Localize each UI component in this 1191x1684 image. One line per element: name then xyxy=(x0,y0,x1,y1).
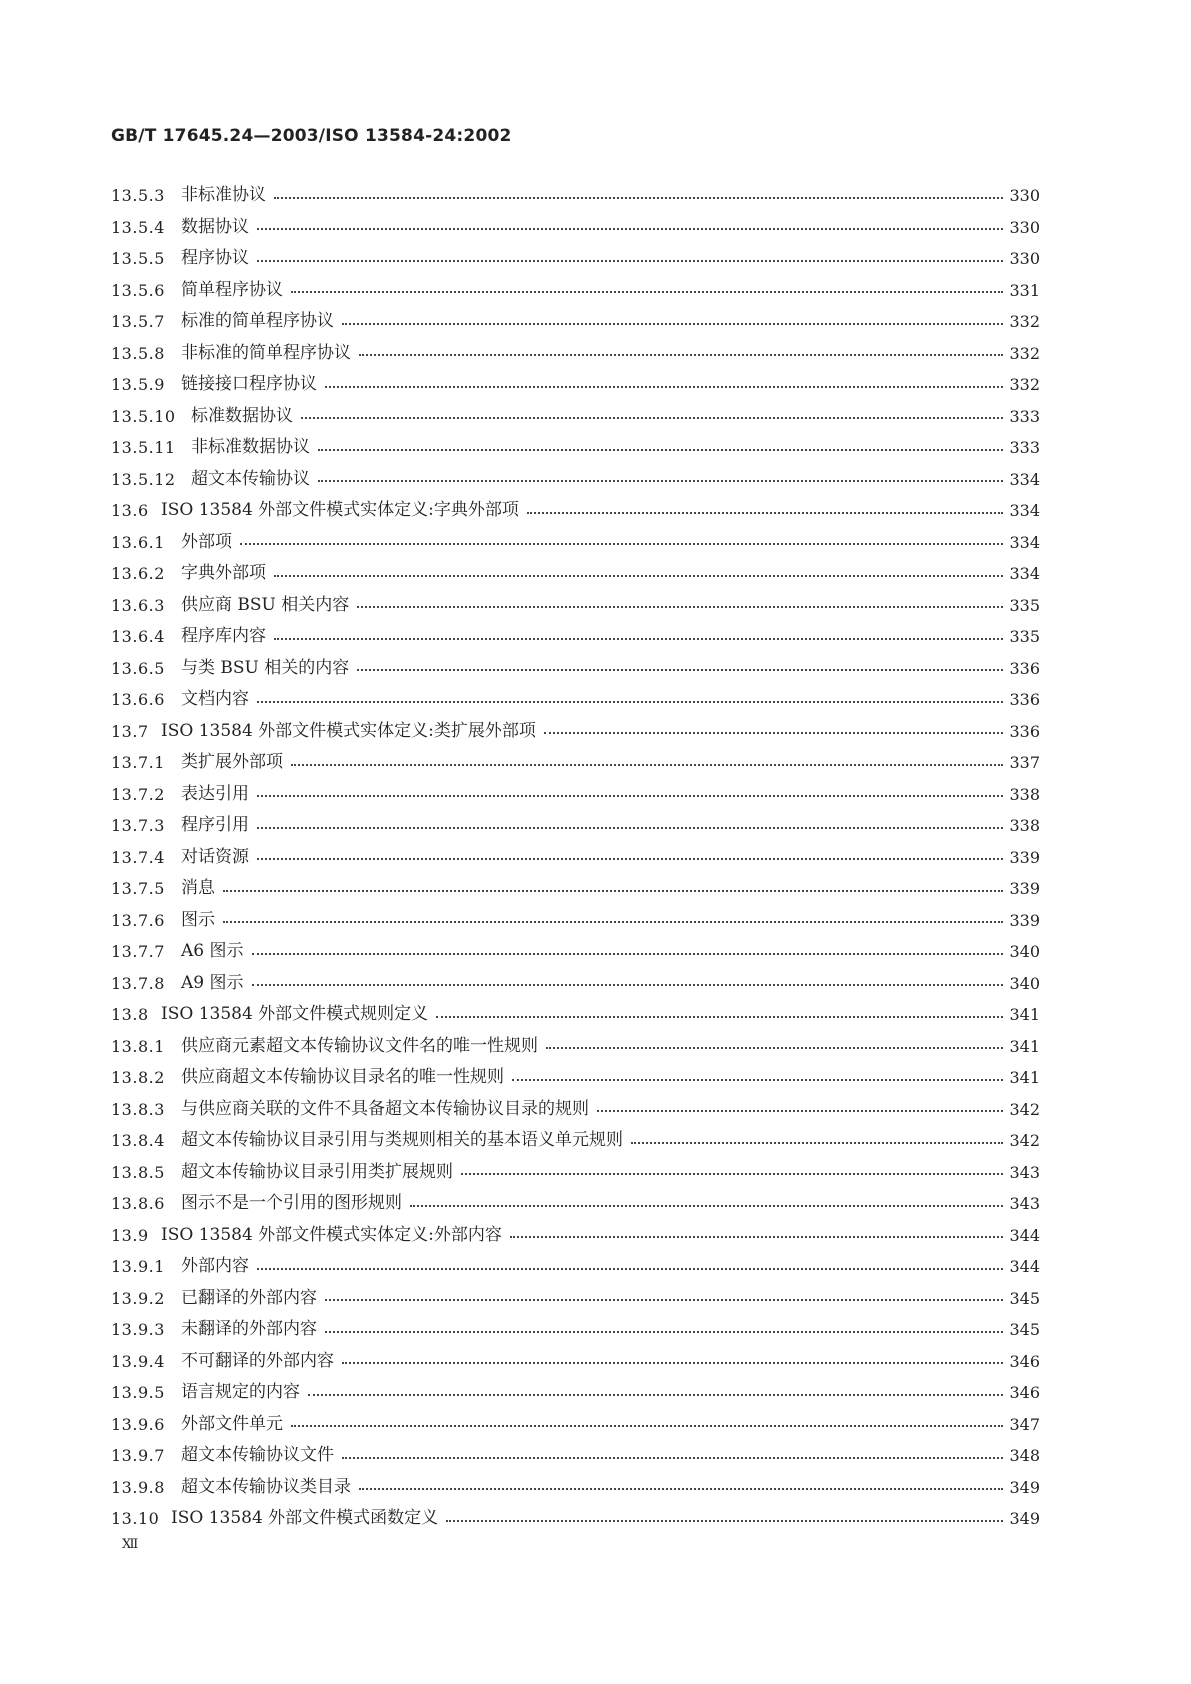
toc-section-number: 13.5.3 xyxy=(111,186,165,205)
toc-section-title: 非标准协议 xyxy=(181,185,266,205)
toc-dot-leader xyxy=(512,1079,1003,1081)
toc-section-number: 13.5.4 xyxy=(111,217,165,237)
toc-section-title: A6 图示 xyxy=(181,941,244,961)
toc-section-number: 13.9.1 xyxy=(111,1257,165,1276)
toc-section-title: 不可翻译的外部内容 xyxy=(181,1350,334,1371)
toc-section-number: 13.5.8 xyxy=(111,343,165,363)
toc-page-number: 349 xyxy=(1009,1477,1040,1497)
toc-dot-leader xyxy=(342,1457,1003,1459)
toc-section-title: 非标准数据协议 xyxy=(191,437,310,457)
toc-section-number: 13.7.8 xyxy=(111,973,165,993)
toc-entry xyxy=(111,1283,1040,1315)
toc-entry xyxy=(111,1251,1040,1283)
toc-dot-leader xyxy=(510,1236,1004,1238)
toc-entry xyxy=(111,747,1040,779)
toc-entry xyxy=(111,779,1040,811)
toc-page-number: 331 xyxy=(1009,280,1040,300)
toc-dot-leader xyxy=(342,323,1003,325)
toc-dot-leader xyxy=(308,1394,1003,1396)
toc-section-title: 字典外部项 xyxy=(181,563,266,583)
toc-page-number: 330 xyxy=(1009,217,1040,237)
toc-page-number: 334 xyxy=(1009,564,1040,583)
toc-section-number: 13.5.9 xyxy=(111,375,165,394)
toc-page-number: 334 xyxy=(1009,501,1040,520)
toc-section-number: 13.5.10 xyxy=(111,406,176,426)
toc-page-number: 346 xyxy=(1009,1383,1040,1402)
toc-entry xyxy=(111,873,1040,905)
toc-section-number: 13.9.5 xyxy=(111,1383,165,1402)
toc-section-title: 已翻译的外部内容 xyxy=(181,1287,317,1308)
toc-dot-leader xyxy=(223,921,1003,923)
toc-section-title: 简单程序协议 xyxy=(181,279,283,300)
toc-section-title: ISO 13584 外部文件模式实体定义:外部内容 xyxy=(161,1224,502,1245)
toc-dot-leader xyxy=(318,449,1003,451)
toc-section-number: 13.9.7 xyxy=(111,1446,165,1465)
toc-entry xyxy=(111,1188,1040,1220)
toc-dot-leader xyxy=(359,354,1003,356)
toc-page-number: 338 xyxy=(1009,784,1040,804)
toc-dot-leader xyxy=(257,827,1003,829)
toc-section-title: 外部文件单元 xyxy=(181,1413,283,1434)
toc-section-number: 13.5.11 xyxy=(111,438,176,457)
toc-section-number: 13.6.6 xyxy=(111,690,165,709)
toc-section-number: 13.9.6 xyxy=(111,1414,165,1434)
toc-section-title: 外部项 xyxy=(181,531,232,552)
toc-entry xyxy=(111,968,1040,1000)
toc-page-number: 340 xyxy=(1009,973,1040,993)
toc-entry xyxy=(111,1031,1040,1063)
toc-dot-leader xyxy=(257,1268,1003,1270)
toc-section-title: ISO 13584 外部文件模式实体定义:字典外部项 xyxy=(161,500,519,520)
toc-section-number: 13.8.2 xyxy=(111,1068,165,1087)
toc-dot-leader xyxy=(631,1142,1003,1144)
toc-page-number: 334 xyxy=(1009,532,1040,552)
toc-entry xyxy=(111,338,1040,370)
toc-section-title: 文档内容 xyxy=(181,689,249,709)
toc-section-title: 超文本传输协议 xyxy=(191,468,310,489)
toc-entry xyxy=(111,212,1040,244)
toc-dot-leader xyxy=(291,291,1003,293)
toc-page-number: 332 xyxy=(1009,312,1040,331)
toc-entry xyxy=(111,243,1040,275)
toc-entry xyxy=(111,275,1040,307)
toc-page-number: 334 xyxy=(1009,469,1040,489)
toc-section-number: 13.6.5 xyxy=(111,658,165,678)
toc-section-title: 供应商 BSU 相关内容 xyxy=(181,594,350,615)
toc-section-number: 13.9 xyxy=(111,1225,149,1245)
toc-section-number: 13.10 xyxy=(111,1509,160,1528)
toc-page-number: 344 xyxy=(1009,1225,1040,1245)
toc-dot-leader xyxy=(252,953,1004,955)
toc-section-number: 13.5.7 xyxy=(111,312,165,331)
toc-section-title: 数据协议 xyxy=(181,216,249,237)
toc-entry xyxy=(111,842,1040,874)
toc-dot-leader xyxy=(252,984,1004,986)
toc-entry xyxy=(111,1377,1040,1409)
toc-entry xyxy=(111,464,1040,496)
toc-section-number: 13.7.6 xyxy=(111,910,165,930)
toc-page-number: 342 xyxy=(1009,1099,1040,1119)
toc-section-title: 链接接口程序协议 xyxy=(181,374,317,394)
toc-dot-leader xyxy=(240,543,1003,545)
toc-section-number: 13.8.5 xyxy=(111,1162,165,1182)
toc-entry xyxy=(111,653,1040,685)
toc-dot-leader xyxy=(597,1110,1003,1112)
toc-section-title: 类扩展外部项 xyxy=(181,752,283,772)
toc-entry xyxy=(111,999,1040,1031)
toc-dot-leader xyxy=(325,1331,1003,1333)
toc-section-number: 13.6.1 xyxy=(111,532,165,552)
toc-section-number: 13.8.3 xyxy=(111,1099,165,1119)
toc-section-title: 语言规定的内容 xyxy=(181,1382,300,1402)
toc-page-number: 333 xyxy=(1009,406,1040,426)
toc-entry xyxy=(111,1062,1040,1094)
toc-dot-leader xyxy=(223,890,1003,892)
toc-page-number: 339 xyxy=(1009,879,1040,898)
table-of-contents xyxy=(111,180,1040,1535)
toc-section-number: 13.8 xyxy=(111,1005,149,1024)
toc-entry xyxy=(111,716,1040,748)
toc-section-number: 13.8.6 xyxy=(111,1194,165,1213)
toc-page-number: 341 xyxy=(1009,1036,1040,1056)
toc-section-number: 13.9.4 xyxy=(111,1351,165,1371)
toc-entry xyxy=(111,401,1040,433)
toc-page-number: 342 xyxy=(1009,1131,1040,1150)
toc-section-title: ISO 13584 外部文件模式实体定义:类扩展外部项 xyxy=(161,720,536,741)
toc-section-number: 13.7.4 xyxy=(111,847,165,867)
toc-dot-leader xyxy=(257,795,1003,797)
toc-dot-leader xyxy=(274,638,1003,640)
toc-section-number: 13.5.5 xyxy=(111,249,165,268)
toc-entry xyxy=(111,590,1040,622)
toc-dot-leader xyxy=(436,1016,1003,1018)
toc-page-number: 348 xyxy=(1009,1446,1040,1465)
toc-section-title: 对话资源 xyxy=(181,846,249,867)
toc-dot-leader xyxy=(274,575,1003,577)
toc-section-number: 13.6.4 xyxy=(111,627,165,646)
toc-dot-leader xyxy=(359,1488,1003,1490)
toc-section-number: 13.5.6 xyxy=(111,280,165,300)
toc-page-number: 339 xyxy=(1009,910,1040,930)
toc-section-number: 13.8.1 xyxy=(111,1036,165,1056)
toc-section-number: 13.7.1 xyxy=(111,753,165,772)
toc-section-title: 程序引用 xyxy=(181,815,249,835)
toc-section-number: 13.7.2 xyxy=(111,784,165,804)
toc-entry xyxy=(111,369,1040,401)
toc-page-number: 340 xyxy=(1009,942,1040,961)
toc-section-title: 超文本传输协议文件 xyxy=(181,1445,334,1465)
toc-entry xyxy=(111,432,1040,464)
toc-section-number: 13.9.8 xyxy=(111,1477,165,1497)
toc-page-number: 339 xyxy=(1009,847,1040,867)
toc-dot-leader xyxy=(410,1205,1003,1207)
toc-dot-leader xyxy=(257,228,1003,230)
toc-page-number: 336 xyxy=(1009,658,1040,678)
toc-section-number: 13.6.2 xyxy=(111,564,165,583)
toc-page-number: 344 xyxy=(1009,1257,1040,1276)
toc-page-number: 336 xyxy=(1009,690,1040,709)
toc-dot-leader xyxy=(325,386,1003,388)
page-number: Ⅻ xyxy=(122,1537,139,1552)
toc-section-title: 消息 xyxy=(181,878,215,898)
toc-dot-leader xyxy=(527,512,1004,514)
toc-section-title: 表达引用 xyxy=(181,783,249,804)
toc-entry xyxy=(111,1125,1040,1157)
toc-dot-leader xyxy=(544,732,1004,734)
toc-section-title: 超文本传输协议目录引用与类规则相关的基本语义单元规则 xyxy=(181,1130,623,1150)
toc-section-title: 图示不是一个引用的图形规则 xyxy=(181,1193,402,1213)
toc-section-number: 13.7.7 xyxy=(111,942,165,961)
toc-page-number: 343 xyxy=(1009,1194,1040,1213)
toc-page-number: 341 xyxy=(1009,1005,1040,1024)
toc-section-title: 标准的简单程序协议 xyxy=(181,311,334,331)
toc-entry xyxy=(111,1472,1040,1504)
toc-entry xyxy=(111,621,1040,653)
toc-entry xyxy=(111,810,1040,842)
toc-entry xyxy=(111,905,1040,937)
toc-dot-leader xyxy=(291,1425,1003,1427)
toc-entry xyxy=(111,936,1040,968)
toc-dot-leader xyxy=(357,606,1003,608)
toc-section-number: 13.5.12 xyxy=(111,469,176,489)
toc-section-title: 供应商元素超文本传输协议文件名的唯一性规则 xyxy=(181,1035,538,1056)
toc-dot-leader xyxy=(318,480,1003,482)
toc-page-number: 335 xyxy=(1009,627,1040,646)
toc-entry xyxy=(111,1503,1040,1535)
toc-entry xyxy=(111,1440,1040,1472)
toc-page-number: 333 xyxy=(1009,438,1040,457)
toc-section-title: ISO 13584 外部文件模式规则定义 xyxy=(161,1004,429,1024)
toc-section-title: 非标准的简单程序协议 xyxy=(181,342,351,363)
toc-section-title: 未翻译的外部内容 xyxy=(181,1319,317,1339)
toc-section-number: 13.7 xyxy=(111,721,149,741)
toc-dot-leader xyxy=(325,1299,1003,1301)
toc-section-title: 程序协议 xyxy=(181,248,249,268)
toc-page-number: 332 xyxy=(1009,343,1040,363)
toc-page-number: 347 xyxy=(1009,1414,1040,1434)
toc-section-title: 供应商超文本传输协议目录名的唯一性规则 xyxy=(181,1067,504,1087)
toc-page-number: 332 xyxy=(1009,375,1040,394)
toc-section-title: 超文本传输协议目录引用类扩展规则 xyxy=(181,1161,453,1182)
toc-dot-leader xyxy=(546,1047,1003,1049)
toc-page-number: 330 xyxy=(1009,186,1040,205)
toc-section-number: 13.8.4 xyxy=(111,1131,165,1150)
toc-section-title: 与供应商关联的文件不具备超文本传输协议目录的规则 xyxy=(181,1098,589,1119)
toc-page-number: 346 xyxy=(1009,1351,1040,1371)
toc-dot-leader xyxy=(342,1362,1003,1364)
toc-entry xyxy=(111,527,1040,559)
toc-section-title: A9 图示 xyxy=(181,972,244,993)
document-header: GB/T 17645.24—2003/ISO 13584-24:2002 xyxy=(111,126,512,146)
toc-dot-leader xyxy=(257,260,1003,262)
toc-section-title: 程序库内容 xyxy=(181,626,266,646)
toc-section-title: ISO 13584 外部文件模式函数定义 xyxy=(171,1508,439,1528)
toc-entry xyxy=(111,1314,1040,1346)
toc-section-number: 13.7.5 xyxy=(111,879,165,898)
toc-dot-leader xyxy=(257,701,1003,703)
toc-entry xyxy=(111,1346,1040,1378)
toc-section-number: 13.6 xyxy=(111,501,149,520)
toc-page-number: 336 xyxy=(1009,721,1040,741)
toc-page-number: 345 xyxy=(1009,1320,1040,1339)
toc-entry xyxy=(111,684,1040,716)
toc-section-number: 13.9.3 xyxy=(111,1320,165,1339)
toc-section-title: 图示 xyxy=(181,909,215,930)
toc-entry xyxy=(111,1220,1040,1252)
toc-dot-leader xyxy=(446,1520,1003,1522)
toc-page-number: 343 xyxy=(1009,1162,1040,1182)
toc-entry xyxy=(111,495,1040,527)
toc-dot-leader xyxy=(357,669,1003,671)
toc-entry xyxy=(111,1409,1040,1441)
toc-section-title: 外部内容 xyxy=(181,1256,249,1276)
toc-section-title: 标准数据协议 xyxy=(191,405,293,426)
toc-section-title: 超文本传输协议类目录 xyxy=(181,1476,351,1497)
toc-dot-leader xyxy=(257,858,1003,860)
toc-dot-leader xyxy=(291,764,1003,766)
toc-dot-leader xyxy=(274,197,1003,199)
toc-page-number: 345 xyxy=(1009,1288,1040,1308)
toc-page-number: 335 xyxy=(1009,595,1040,615)
toc-section-number: 13.6.3 xyxy=(111,595,165,615)
toc-page-number: 330 xyxy=(1009,249,1040,268)
toc-section-number: 13.9.2 xyxy=(111,1288,165,1308)
toc-page-number: 341 xyxy=(1009,1068,1040,1087)
toc-entry xyxy=(111,180,1040,212)
toc-entry xyxy=(111,1094,1040,1126)
toc-dot-leader xyxy=(461,1173,1003,1175)
toc-page-number: 349 xyxy=(1009,1509,1040,1528)
toc-entry xyxy=(111,558,1040,590)
toc-dot-leader xyxy=(301,417,1003,419)
toc-section-number: 13.7.3 xyxy=(111,816,165,835)
toc-page-number: 338 xyxy=(1009,816,1040,835)
toc-entry xyxy=(111,306,1040,338)
toc-page-number: 337 xyxy=(1009,753,1040,772)
toc-entry xyxy=(111,1157,1040,1189)
toc-section-title: 与类 BSU 相关的内容 xyxy=(181,657,350,678)
